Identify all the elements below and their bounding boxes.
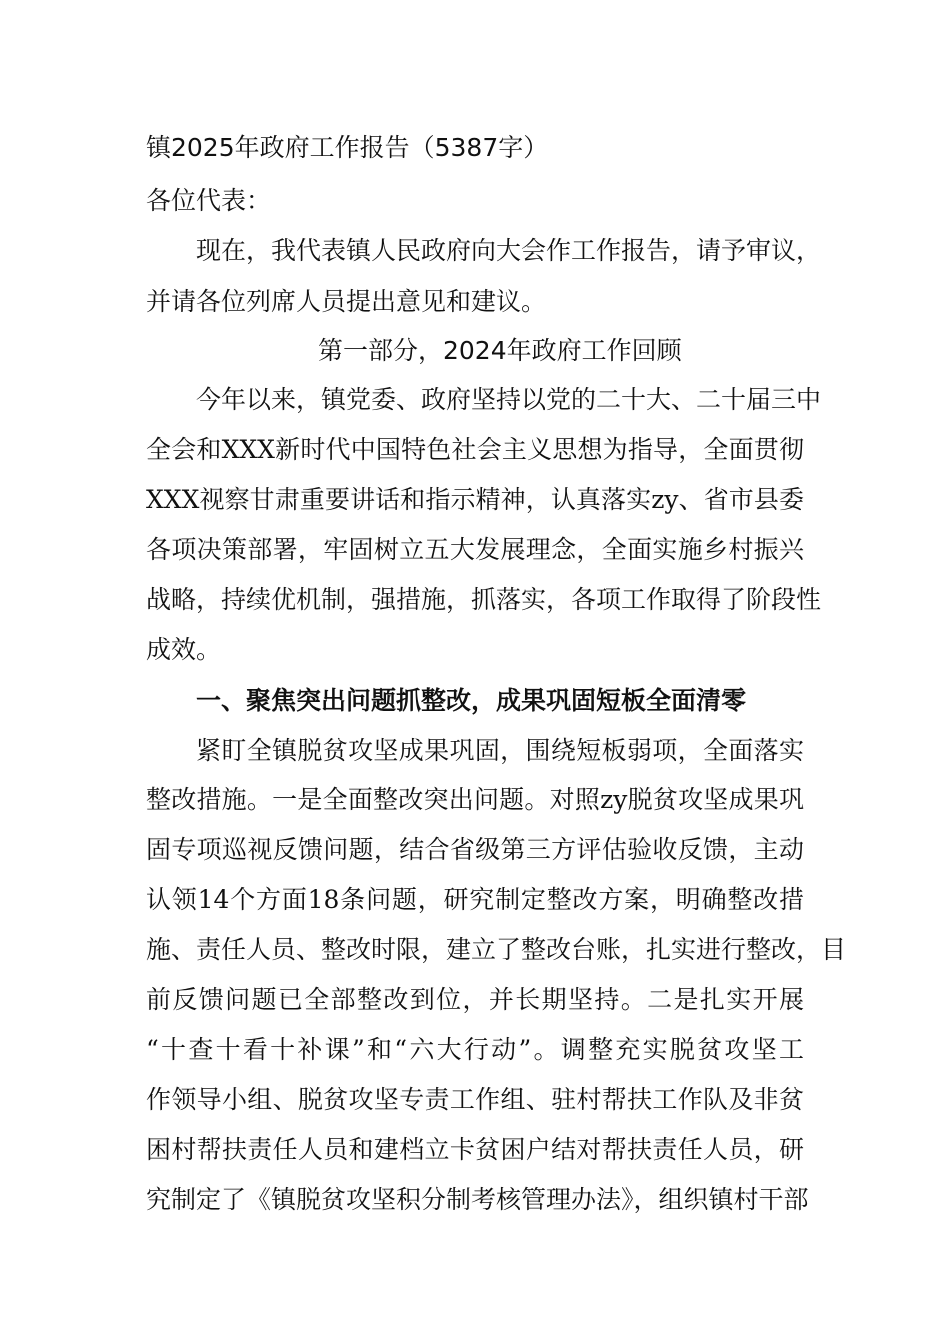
- document-title: 镇2025年政府工作报告（5387字）: [146, 133, 549, 162]
- paragraph-line: 究制定了《镇脱贫攻坚积分制考核管理办法》，组织镇村干部: [146, 1185, 809, 1214]
- paragraph-line: “十查十看十补课”和“六大行动”。调整充实脱贫攻坚工: [146, 1035, 804, 1064]
- paragraph-line: XXX视察甘肃重要讲话和指示精神，认真落实zy、省市县委: [146, 485, 804, 514]
- paragraph-line: 全会和XXX新时代中国特色社会主义思想为指导，全面贯彻: [146, 435, 804, 464]
- paragraph-line: 施、责任人员、整改时限，建立了整改台账，扎实进行整改，目: [146, 935, 847, 964]
- paragraph-line: 认领14个方面18条问题，研究制定整改方案，明确整改措: [146, 885, 804, 914]
- paragraph-line: 各项决策部署，牢固树立五大发展理念，全面实施乡村振兴: [146, 535, 804, 564]
- subsection-heading: 一、聚焦突出问题抓整改，成果巩固短板全面清零: [196, 686, 747, 715]
- paragraph-line: 战略，持续优机制，强措施，抓落实，各项工作取得了阶段性: [146, 585, 822, 614]
- paragraph-line: 整改措施。一是全面整改突出问题。对照zy脱贫攻坚成果巩: [146, 785, 804, 814]
- paragraph-line: 前反馈问题已全部整改到位，并长期坚持。二是扎实开展: [146, 985, 804, 1014]
- salutation: 各位代表：: [146, 186, 272, 215]
- section-heading: 第一部分，2024年政府工作回顾: [318, 336, 682, 365]
- paragraph-line: 固专项巡视反馈问题，结合省级第三方评估验收反馈，主动: [146, 835, 804, 864]
- paragraph-line: 困村帮扶责任人员和建档立卡贫困户结对帮扶责任人员，研: [146, 1135, 804, 1164]
- paragraph-line: 现在，我代表镇人民政府向大会作工作报告，请予审议，: [196, 236, 822, 265]
- paragraph-line: 成效。: [146, 635, 222, 664]
- paragraph-line: 并请各位列席人员提出意见和建议。: [146, 287, 547, 316]
- paragraph-line: 紧盯全镇脱贫攻坚成果巩固，围绕短板弱项，全面落实: [196, 736, 804, 765]
- paragraph-line: 作领导小组、脱贫攻坚专责工作组、驻村帮扶工作队及非贫: [146, 1085, 804, 1114]
- paragraph-line: 今年以来，镇党委、政府坚持以党的二十大、二十届三中: [196, 385, 822, 414]
